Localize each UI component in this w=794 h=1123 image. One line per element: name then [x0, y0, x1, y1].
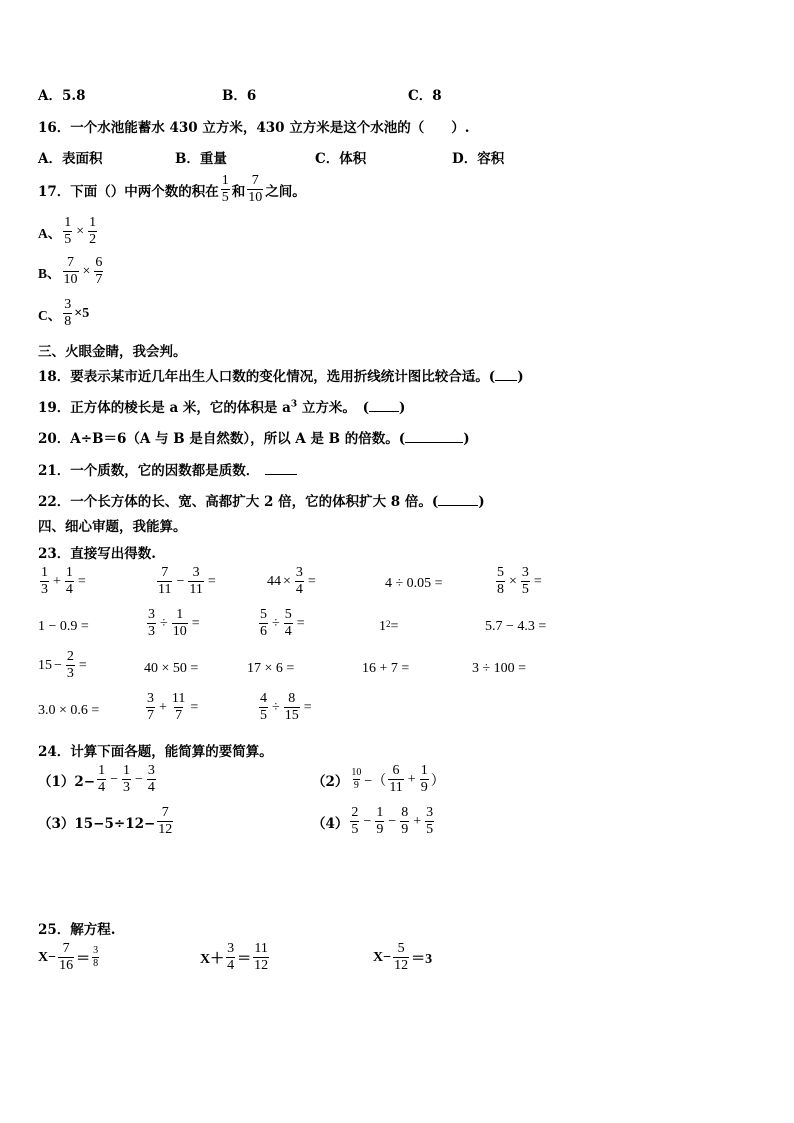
number: 44	[267, 573, 281, 589]
q23-r2-d	[379, 619, 398, 635]
q22-text	[38, 490, 485, 510]
q23-r2-a: 1 − 0.9 =	[38, 619, 89, 634]
frac: $\frac{3}{11}$	[189, 565, 203, 597]
equals-sign: =	[296, 615, 305, 631]
q23-r1-e	[494, 566, 544, 597]
plus-sign: +	[407, 771, 416, 787]
frac: $\frac{5}{12}$	[394, 941, 409, 973]
q18-text	[38, 365, 524, 385]
equals-sign: =	[78, 657, 87, 673]
frac: $\frac{1}{9}$	[420, 763, 428, 795]
q21-answer-blank[interactable]	[265, 474, 297, 475]
q16-option-b: B．重量	[175, 151, 227, 167]
frac: $\frac{5}{8}$	[497, 565, 504, 597]
q16-option-c: C．体积	[315, 151, 367, 167]
minus-sign: −	[388, 813, 397, 829]
q25-equation-1	[38, 942, 101, 973]
frac: $\frac{1}{3}$	[123, 763, 131, 795]
frac: $\frac{3}{5}$	[521, 565, 529, 597]
q20-text	[38, 427, 470, 447]
q23-r2-b	[145, 608, 202, 639]
q24-part-3	[38, 806, 175, 837]
frac: $\frac{6}{11}$	[389, 763, 403, 795]
q19-stem: 19．正方体的棱长是 a 米，它的体积是 a	[38, 400, 291, 416]
q24-part-4	[312, 806, 436, 837]
open-paren: −（	[364, 773, 387, 789]
q22-answer-blank[interactable]	[438, 505, 478, 506]
q17-stem	[38, 174, 306, 205]
q19-sup: 3	[290, 399, 298, 410]
section-3-title: 三、火眼金睛，我会判。	[38, 344, 187, 360]
equals-sign: =	[77, 573, 86, 589]
frac: $\frac{8}{9}$	[401, 805, 409, 837]
q19-stem-2: 立方米。 (	[297, 400, 369, 416]
equals-sign: =	[303, 699, 312, 715]
base: 1	[379, 619, 386, 634]
q21-stem: 21．一个质数，它的因数都是质数．	[38, 463, 260, 479]
q17-a-times: ×	[76, 223, 85, 239]
q25-equation-3	[373, 942, 432, 973]
q23-r3-d: 16 + 7 =	[362, 661, 410, 676]
frac: $\frac{3}{5}$	[426, 805, 434, 837]
frac: $\frac{5}{6}$	[260, 607, 267, 639]
frac: $\frac{2}{5}$	[351, 805, 359, 837]
equals-sign: =	[191, 615, 200, 631]
equals-sign: ＝3	[411, 951, 433, 967]
frac: $\frac{1}{9}$	[376, 805, 384, 837]
minus-sign: −	[135, 771, 143, 787]
q17-suffix: 之间。	[265, 183, 306, 200]
q24-p1-label: （1）2−	[38, 773, 96, 790]
q15-option-c: C．8	[408, 88, 442, 104]
q19-answer-blank[interactable]	[369, 411, 399, 412]
q25-title: 25．解方程.	[38, 922, 116, 938]
q16-option-a: A．表面积	[38, 151, 103, 167]
frac: $\frac{3}{8}$	[93, 945, 99, 969]
equals-sign: =	[207, 573, 216, 589]
frac: $\frac{3}{4}$	[295, 565, 303, 597]
frac: $\frac{11}{7}$	[171, 691, 186, 723]
section-4-title: 四、细心审题，我能算。	[38, 519, 187, 535]
divide-sign: ÷	[160, 615, 168, 631]
q18-answer-blank[interactable]	[495, 380, 517, 381]
q18-close: )	[517, 369, 524, 385]
equals-sign: =	[190, 699, 199, 715]
q23-r3-e: 3 ÷ 100 =	[472, 661, 527, 676]
q19-close: )	[399, 400, 406, 416]
q22-stem: 22．一个长方体的长、宽、高都扩大 2 倍，它的体积扩大 8 倍。(	[38, 494, 439, 510]
frac: $\frac{1}{4}$	[65, 565, 73, 597]
equals-sign: ＝	[76, 951, 91, 967]
q23-r3-c: 17 × 6 =	[247, 661, 295, 676]
variable-x: X＋	[200, 951, 225, 967]
q17-b-times: ×	[82, 263, 91, 279]
q17-c-label: C、	[38, 307, 62, 323]
q23-r4-a: 3.0 × 0.6 =	[38, 703, 100, 718]
q17-c-frac-1: $\frac{3}{8}$	[64, 297, 72, 329]
minus-sign: −	[363, 813, 372, 829]
q17-option-c	[38, 298, 89, 329]
frac: $\frac{3}{4}$	[147, 763, 155, 795]
q24-part-2	[312, 764, 445, 795]
q15-option-a: A．5.8	[38, 88, 86, 104]
frac: $\frac{8}{15}$	[284, 691, 299, 723]
q17-and: 和	[231, 183, 246, 200]
variable-x: X−	[373, 949, 392, 965]
q16-option-d: D．容积	[452, 151, 505, 167]
q23-r3-b: 40 × 50 =	[144, 661, 199, 676]
frac: $\frac{4}{5}$	[260, 691, 267, 723]
frac: $\frac{10}{9}$	[351, 767, 362, 791]
frac: $\frac{1}{3}$	[41, 565, 48, 597]
q17-a-label: A、	[38, 225, 62, 241]
q15-option-b: B．6	[222, 88, 257, 104]
q23-r4-c	[257, 692, 314, 723]
q24-title: 24．计算下面各题，能简算的要简算。	[38, 744, 273, 760]
q23-r4-b	[144, 692, 200, 723]
frac: $\frac{5}{4}$	[284, 607, 292, 639]
q24-p4-label: （4）	[312, 815, 349, 832]
frac: $\frac{1}{4}$	[98, 763, 106, 795]
variable-x: X−	[38, 949, 57, 965]
q23-r1-d: 4 ÷ 0.05 =	[385, 576, 443, 591]
q17-a-frac-1: $\frac{1}{5}$	[64, 215, 72, 247]
q17-frac-1: $\frac{1}{5}$	[221, 173, 229, 205]
q17-a-frac-2: $\frac{1}{2}$	[89, 215, 97, 247]
q24-p2-label: （2）	[312, 773, 349, 790]
q23-r1-b	[155, 566, 218, 597]
frac: $\frac{7}{12}$	[158, 805, 173, 837]
frac: $\frac{3}{3}$	[148, 607, 155, 639]
equals-sign: =	[390, 619, 399, 634]
q21-text	[38, 459, 297, 479]
divide-sign: ÷	[272, 699, 280, 715]
frac: $\frac{1}{10}$	[172, 607, 187, 639]
q20-close: )	[463, 431, 470, 447]
q24-part-1	[38, 764, 158, 795]
q20-answer-blank[interactable]	[405, 442, 463, 443]
q23-r3-a	[38, 650, 89, 681]
times-sign: ×	[283, 573, 291, 589]
frac: $\frac{11}{12}$	[254, 941, 269, 973]
frac: $\frac{2}{3}$	[66, 649, 74, 681]
close-paren: ）	[430, 773, 445, 789]
q17-b-label: B、	[38, 265, 61, 281]
frac: $\frac{7}{16}$	[59, 941, 74, 973]
frac: $\frac{3}{7}$	[147, 691, 154, 723]
equals-sign: =	[307, 573, 316, 589]
q17-frac-2: $\frac{7}{10}$	[248, 173, 263, 205]
q17-b-frac-2: $\frac{6}{7}$	[95, 255, 103, 287]
q23-r1-c	[267, 566, 318, 597]
minus-sign: −	[176, 573, 185, 589]
plus-sign: +	[159, 699, 167, 715]
q17-b-frac-1: $\frac{7}{10}$	[63, 255, 78, 287]
equals-sign: ＝	[237, 951, 252, 967]
q23-r2-c	[257, 608, 307, 639]
frac: $\frac{7}{11}$	[158, 565, 172, 597]
q17-option-a	[38, 216, 99, 247]
q20-stem: 20．A÷B＝6（A 与 B 是自然数），所以 A 是 B 的倍数。(	[38, 431, 406, 447]
q17-option-b	[38, 256, 105, 287]
divide-sign: ÷	[272, 615, 280, 631]
number: 15	[38, 657, 52, 673]
plus-sign: +	[53, 573, 61, 589]
q24-p3-label: （3）15−5÷12−	[38, 815, 156, 832]
equals-sign: =	[533, 573, 542, 589]
q18-stem: 18．要表示某市近几年出生人口数的变化情况，选用折线统计图比较合适。(	[38, 369, 496, 385]
q25-equation-2	[200, 942, 271, 973]
minus-sign: −	[110, 771, 119, 787]
q17-c-tail: ×5	[74, 305, 90, 321]
times-sign: ×	[509, 573, 517, 589]
frac: $\frac{3}{4}$	[227, 941, 235, 973]
q22-close: )	[478, 494, 485, 510]
q23-title: 23．直接写出得数.	[38, 546, 156, 562]
q23-r2-e: 5.7 − 4.3 =	[485, 619, 547, 634]
exponent: 2	[386, 619, 391, 629]
plus-sign: +	[413, 813, 422, 829]
q16-text: 16．一个水池能蓄水 430 立方米，430 立方米是这个水池的（ ）.	[38, 120, 470, 136]
q19-text	[38, 396, 405, 416]
minus-sign: −	[54, 657, 62, 673]
q17-prefix: 17．下面（）中两个数的积在	[38, 183, 219, 200]
q23-r1-a	[38, 566, 88, 597]
